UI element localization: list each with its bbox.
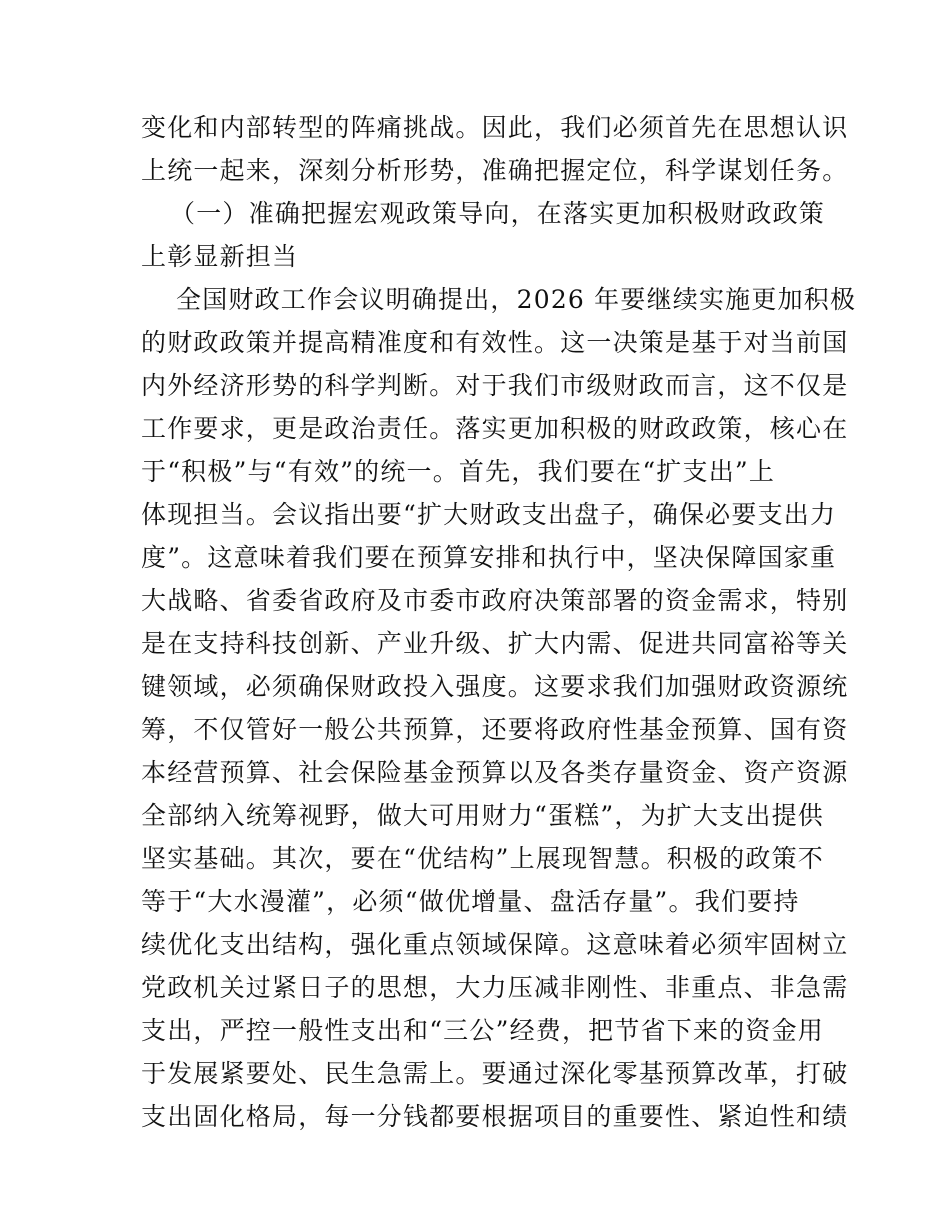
text-line: 体现担当。会议指出要“扩大财政支出盘子，确保必要支出力 <box>141 500 837 529</box>
text-line: 度”。这意味着我们要在预算安排和执行中，坚决保障国家重 <box>141 543 837 572</box>
text-line: 变化和内部转型的阵痛挑战。因此，我们必须首先在思想认识 <box>141 113 849 142</box>
text-line: 内外经济形势的科学判断。对于我们市级财政而言，这不仅是 <box>141 371 849 400</box>
text-line: 上统一起来，深刻分析形势，准确把握定位，科学谋划任务。 <box>141 156 849 185</box>
text-line: 的财政政策并提高精准度和有效性。这一决策是基于对当前国 <box>141 328 849 357</box>
text-line: 是在支持科技创新、产业升级、扩大内需、促进共同富裕等关 <box>141 629 849 658</box>
paragraph-first-line: 全国财政工作会议明确提出，2026 年要继续实施更加积极 <box>176 285 857 314</box>
text-line: 键领域，必须确保财政投入强度。这要求我们加强财政资源统 <box>141 672 849 701</box>
text-line: 筹，不仅管好一般公共预算，还要将政府性基金预算、国有资 <box>141 715 849 744</box>
section-heading-continued: 上彰显新担当 <box>141 242 299 271</box>
text-line: 续优化支出结构，强化重点领域保障。这意味着必须牢固树立 <box>141 930 849 959</box>
text-line: 于发展紧要处、民生急需上。要通过深化零基预算改革，打破 <box>141 1059 849 1088</box>
text-line: 支出固化格局，每一分钱都要根据项目的重要性、紧迫性和绩 <box>141 1102 849 1131</box>
text-line: 本经营预算、社会保险基金预算以及各类存量资金、资产资源 <box>141 758 849 787</box>
text-line: 全部纳入统筹视野，做大可用财力“蛋糕”，为扩大支出提供 <box>141 801 824 830</box>
text-line: 于“积极”与“有效”的统一。首先，我们要在“扩支出”上 <box>141 457 776 486</box>
text-line: 坚实基础。其次，要在“优结构”上展现智慧。积极的政策不 <box>141 844 824 873</box>
text-line: 支出，严控一般性支出和“三公”经费，把节省下来的资金用 <box>141 1016 824 1045</box>
text-line: 党政机关过紧日子的思想，大力压减非刚性、非重点、非急需 <box>141 973 849 1002</box>
text-line: 大战略、省委省政府及市委市政府决策部署的资金需求，特别 <box>141 586 849 615</box>
section-heading: （一）准确把握宏观政策导向，在落实更加积极财政政策 <box>170 199 826 228</box>
text-line: 等于“大水漫灌”，必须“做优增量、盘活存量”。我们要持 <box>141 887 800 916</box>
text-line: 工作要求，更是政治责任。落实更加积极的财政政策，核心在 <box>141 414 849 443</box>
